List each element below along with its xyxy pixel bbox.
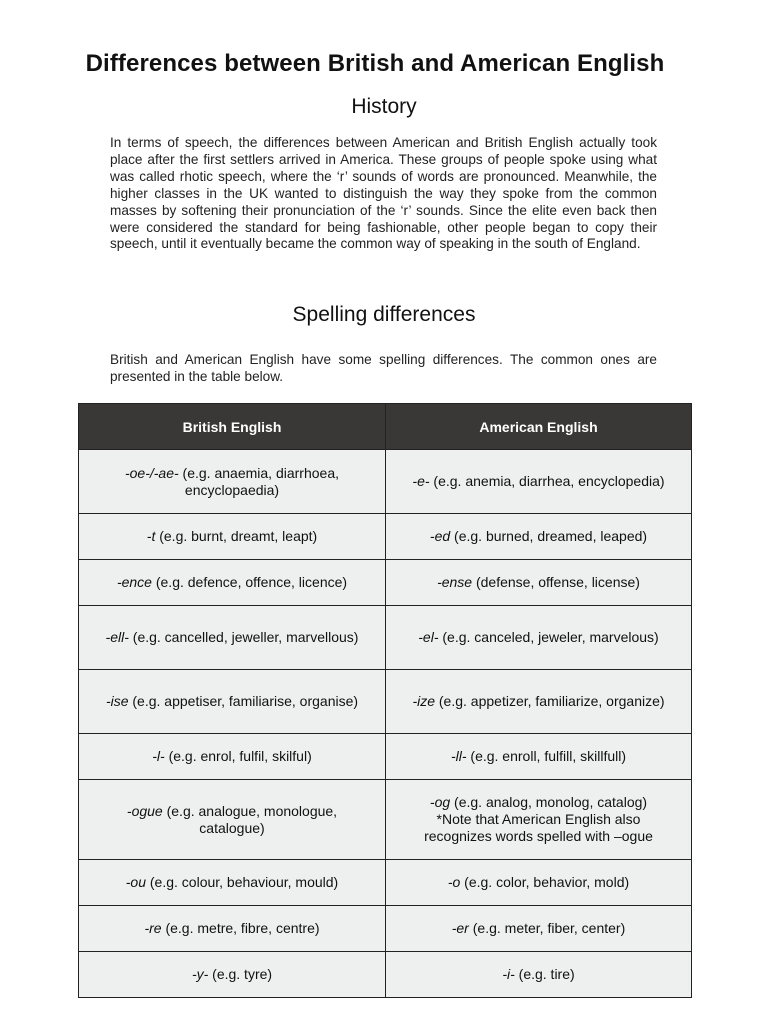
spelling-heading: Spelling differences	[292, 303, 476, 326]
british-examples: (e.g. burnt, dreamt, leapt)	[155, 528, 318, 544]
american-suffix: -og	[429, 794, 451, 810]
american-cell	[386, 780, 692, 860]
american-examples: (e.g. appetizer, familiarize, organize)	[435, 693, 665, 709]
british-examples: (e.g. analogue, monologue, catalogue)	[162, 802, 338, 836]
british-examples: (e.g. metre, fibre, centre)	[161, 920, 320, 936]
american-examples: (e.g. enroll, fulfill, skillfull)	[466, 748, 627, 764]
british-cell	[79, 560, 386, 606]
american-cell	[386, 860, 692, 906]
american-examples: (e.g. canceled, jeweler, marvelous)	[438, 629, 659, 645]
british-cell	[79, 450, 386, 514]
american-cell	[386, 670, 692, 734]
american-suffix: -o	[447, 874, 461, 890]
american-examples: (e.g. anemia, diarrhea, encyclopedia)	[429, 473, 665, 489]
american-cell	[386, 560, 692, 606]
british-examples: (e.g. enrol, fulfil, skilful)	[164, 748, 312, 764]
british-suffix: -l-	[152, 748, 165, 764]
british-suffix: -ou	[125, 874, 146, 890]
table-row	[79, 860, 692, 906]
table-row	[79, 952, 692, 998]
british-cell	[79, 514, 386, 560]
history-heading: History	[351, 95, 417, 118]
american-suffix: -ize	[412, 693, 435, 709]
table-row	[79, 560, 692, 606]
american-cell	[386, 734, 692, 780]
table-row	[79, 450, 692, 514]
british-cell	[79, 780, 386, 860]
american-suffix: -ed	[429, 528, 451, 544]
table-row	[79, 670, 692, 734]
page-title: Differences between British and American English	[85, 50, 665, 77]
american-suffix: -i-	[502, 966, 515, 982]
american-suffix: -ense	[437, 574, 473, 590]
british-examples: (e.g. defence, offence, licence)	[151, 574, 348, 590]
british-suffix: -ell-	[105, 629, 129, 645]
british-examples: (e.g. anaemia, diarrhoea, encyclopaedia)	[178, 464, 339, 498]
american-suffix: -e-	[412, 473, 430, 489]
british-suffix: -ogue	[126, 802, 163, 819]
british-examples: (e.g. colour, behaviour, mould)	[146, 874, 339, 890]
header-american-english: American English	[386, 404, 692, 450]
american-cell	[386, 952, 692, 998]
british-suffix: -re	[144, 920, 162, 936]
american-examples: (e.g. analog, monolog, catalog)	[450, 794, 648, 810]
american-examples: (defense, offense, license)	[472, 574, 640, 590]
table-row	[79, 514, 692, 560]
american-suffix: -er	[451, 920, 469, 936]
british-examples: (e.g. tyre)	[208, 966, 273, 982]
british-cell	[79, 860, 386, 906]
british-cell	[79, 606, 386, 670]
british-examples: (e.g. cancelled, jeweller, marvellous)	[128, 629, 359, 645]
british-suffix: -y-	[191, 966, 209, 982]
spelling-table-body	[79, 450, 692, 998]
table-row	[79, 780, 692, 860]
american-cell	[386, 906, 692, 952]
spelling-intro-paragraph: British and American English have some spelling differences. The common ones are presented in the table below.	[110, 352, 657, 384]
table-header-row	[79, 404, 692, 450]
history-paragraph: In terms of speech, the differences between American and British English actually took place after the first settlers arrived in America. These groups of people spoke using what was called rhotic speech, where the ‘r’ sounds of words are pronounced. Meanwhile, the higher classes in the UK wanted to distinguish the way they spoke from the common masses by softening their pronunciation of the ‘r’ sounds. Since the elite even back then were considered the standard for being fashionable, other people began to copy their speech, until it eventually became the common way of speaking in the south of England.	[110, 135, 657, 252]
british-cell	[79, 734, 386, 780]
american-note: *Note that American English also recognizes words spelled with –ogue	[424, 811, 653, 844]
spelling-table	[78, 403, 692, 998]
american-examples: (e.g. color, behavior, mold)	[460, 874, 630, 890]
american-suffix: -el-	[418, 629, 439, 645]
header-british-english: British English	[79, 404, 386, 450]
american-examples: (e.g. meter, fiber, center)	[468, 920, 626, 936]
american-suffix: -ll-	[450, 748, 467, 764]
american-examples: (e.g. burned, dreamed, leaped)	[450, 528, 648, 544]
british-suffix: -t	[146, 528, 156, 544]
american-cell	[386, 514, 692, 560]
british-examples: (e.g. appetiser, familiarise, organise)	[128, 693, 359, 709]
british-cell	[79, 670, 386, 734]
table-row	[79, 606, 692, 670]
british-suffix: -oe-/-ae-	[124, 464, 179, 481]
american-cell	[386, 450, 692, 514]
american-examples: (e.g. tire)	[514, 966, 575, 982]
british-suffix: -ise	[105, 693, 129, 709]
american-cell	[386, 606, 692, 670]
british-suffix: -ence	[116, 574, 152, 590]
british-cell	[79, 906, 386, 952]
british-cell	[79, 952, 386, 998]
table-row	[79, 906, 692, 952]
table-row	[79, 734, 692, 780]
